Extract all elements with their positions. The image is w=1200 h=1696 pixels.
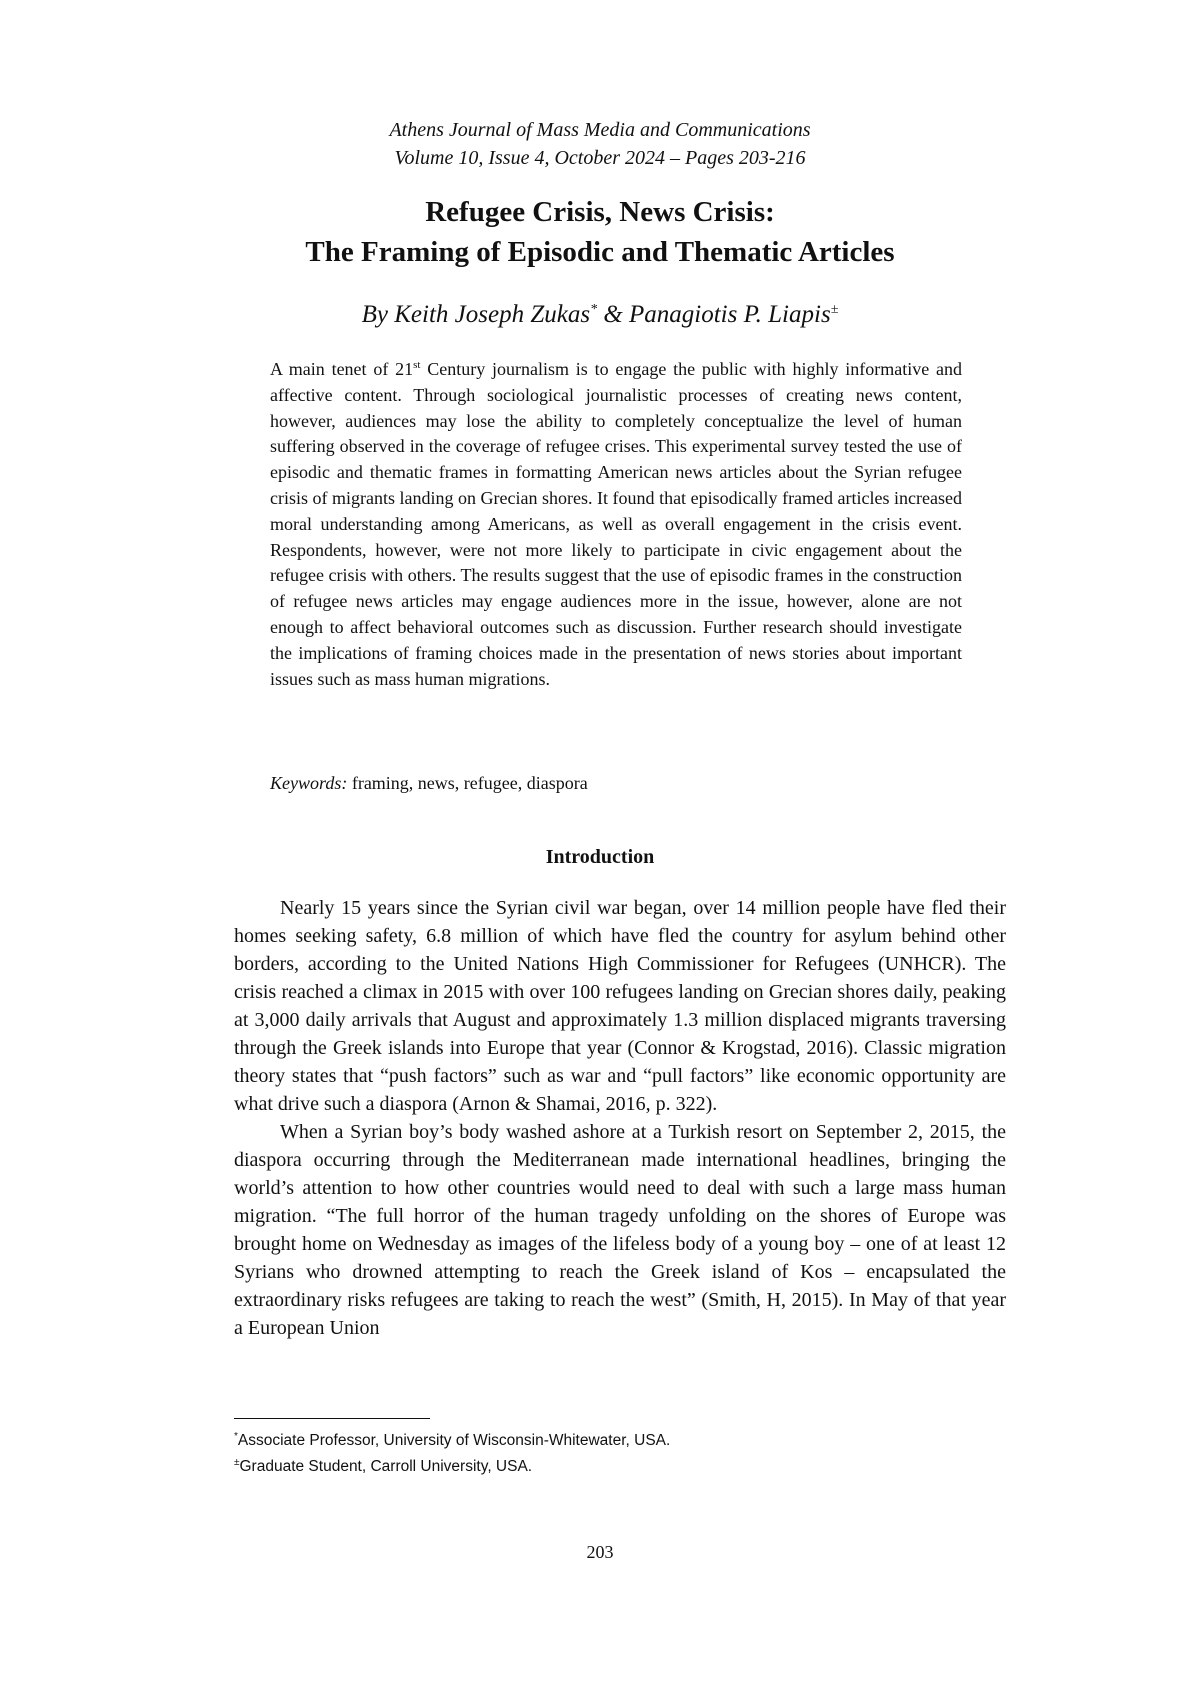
footnote-1-text: Associate Professor, University of Wisconsin-Whitewater, USA.: [237, 1432, 671, 1449]
abstract-ordinal: st: [413, 359, 421, 371]
abstract-part-2: Century journalism is to engage the public with highly informative and affective content. Through sociological journalistic processes of creating news content, however, audiences may lose the ability to completely conceptualize the level of human suffering observed in the coverage of refugee crises. This experimental survey tested the use of episodic and thematic frames in formatting American news articles about the Syrian refugee crisis of migrants landing on Grecian shores. It found that episodically framed articles increased moral understanding among Americans, as well as overall engagement in the crisis event. Respondents, however, were not more likely to participate in civic engagement about the refugee crisis with others. The results suggest that the use of episodic frames in the construction of refugee news articles may engage audiences more in the issue, however, alone are not enough to affect behavioral outcomes such as discussion. Further research should investigate the implications of framing choices made in the presentation of news stories about important issues such as mass human migrations.: [270, 359, 962, 689]
keywords: [270, 770, 962, 796]
article-title: [0, 192, 1200, 272]
journal-header: [0, 116, 1200, 172]
page-number: 203: [586, 1542, 614, 1562]
author-2: Panagiotis P. Liapis: [629, 301, 831, 328]
keywords-text: framing, news, refugee, diaspora: [347, 773, 588, 793]
volume-info: Volume 10, Issue 4, October 2024 – Pages 203-216: [394, 147, 806, 169]
footnote-2-text: Graduate Student, Carroll University, USA.: [239, 1458, 533, 1475]
author-separator: &: [603, 301, 623, 328]
author-2-mark: ±: [830, 302, 839, 317]
author-1-mark: *: [590, 302, 598, 317]
footnote-1: [234, 1428, 1006, 1454]
footnote-divider: [234, 1418, 430, 1419]
abstract-part-1: A main tenet of 21: [270, 359, 414, 379]
footnote-2: [234, 1454, 1006, 1480]
keywords-label: Keywords:: [270, 773, 348, 793]
body-paragraph: Nearly 15 years since the Syrian civil war began, over 14 million people have fled their homes seeking safety, 6.8 million of which have fled the country for asylum behind other borders, according to the United Nations High Commissioner for Refugees (UNHCR). The crisis reached a climax in 2015 with over 100 refugees landing on Grecian shores daily, peaking at 3,000 daily arrivals that August and approximately 1.3 million displaced migrants traversing through the Greek islands into Europe that year (Connor & Krogstad, 2016). Classic migration theory states that “push factors” such as war and “pull factors” like economic opportunity are what drive such a diaspora (Arnon & Shamai, 2016, p. 322).: [234, 897, 1006, 1115]
body-paragraph: When a Syrian boy’s body washed ashore at a Turkish resort on September 2, 2015, the diaspora occurring through the Mediterranean made international headlines, bringing the world’s attention to how other countries would need to deal with such a large mass human migration. “The full horror of the human tragedy unfolding on the shores of Europe was brought home on Wednesday as images of the lifeless body of a young boy – one of at least 12 Syrians who drowned attempting to reach the Greek island of Kos – encapsulated the extraordinary risks refugees are taking to reach the west” (Smith, H, 2015). In May of that year a European Union: [234, 1121, 1006, 1339]
journal-name: Athens Journal of Mass Media and Communications: [389, 119, 811, 141]
footnote-2-mark: ±: [234, 1457, 240, 1468]
title-line-2: The Framing of Episodic and Thematic Articles: [305, 236, 895, 268]
byline-prefix: By: [361, 301, 388, 328]
body-text: [234, 894, 1006, 1342]
footnotes: [234, 1428, 1006, 1480]
footnote-1-mark: *: [234, 1431, 238, 1442]
title-line-1: Refugee Crisis, News Crisis:: [425, 196, 775, 228]
author-byline: [0, 298, 1200, 332]
section-heading-introduction: Introduction: [545, 846, 655, 868]
author-1: Keith Joseph Zukas: [394, 301, 591, 328]
abstract: [270, 357, 962, 692]
